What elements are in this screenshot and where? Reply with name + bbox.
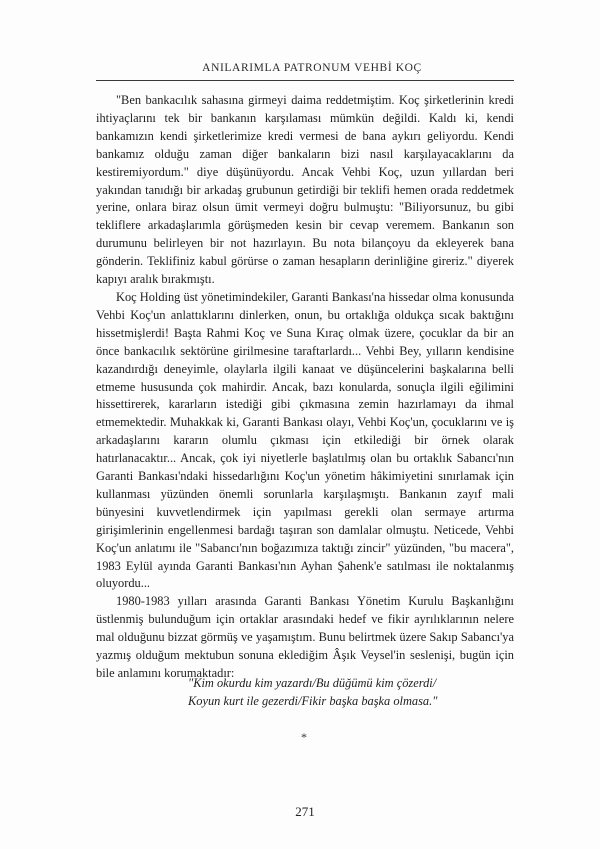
- section-separator: *: [301, 730, 307, 744]
- body-text: [96, 92, 514, 683]
- running-header: ANILARIMLA PATRONUM VEHBİ KOÇ: [202, 62, 422, 74]
- header-rule: [96, 80, 514, 81]
- verse-line: "Kim okurdu kim yazardı/Bu düğümü kim çözerdi/: [188, 676, 437, 690]
- paragraph-bank-refusal: "Ben bankacılık sahasına girmeyi daima reddetmiştim. Koç şirketlerinin kredi ihtiyaçlarını tek bir bankanın karşılaması mümkün değildi. Kaldı ki, kendi bankamızın kendi şirketlerimize kredi vermesi de bana aykırı geliyordu. Kendi bankamız olduğu zaman diğer bankaların bizi nasıl karşılayacaklarını da kestiremiyordum." diye düşünüyordu. Ancak Vehbi Koç, uzun yıllardan beri yakından tanıdığı bir arkadaş grubunun getirdiği bir teklifi hemen orada reddetmek yerine, onlara biraz olsun ümit vermeyi doğru bulmuştu: "Biliyorsunuz, bu gibi tekliflere arkadaşlarımla görüşmeden kesin bir cevap veremem. Bankanın son durumunu belirleyen bir not hazırlayın. Bu nota bilançoyu da ekleyerek bana gönderin. Teklifiniz kabul görürse o zaman hesapların derinliğine gireriz." diyerek kapıyı aralık bırakmıştı.: [96, 93, 514, 287]
- verse-quote: [188, 674, 488, 710]
- paragraph-board-chairmanship: 1980-1983 yılları arasında Garanti Bankası Yönetim Kurulu Başkanlığını üstlenmiş bulunduğum için ortaklar arasındaki hedef ve fikir ayrılıklarının nelere mal olduğunu bizzat görmüş ve yaşamıştım. Bunu belirtmek üzere Sakıp Sabancı'ya yazmış olduğum mektubun sonuna eklediğim Âşık Veysel'in seslenişi, bugün için bile anlamını korumaktadır:: [96, 594, 514, 680]
- page-number: 271: [295, 804, 315, 819]
- paragraph-holding-management: Koç Holding üst yönetimindekiler, Garanti Bankası'na hissedar olma konusunda Vehbi Koç'un anlattıklarını dinlerken, onun, bu ortaklığa oldukça sıcak baktığını hissetmişlerdi! Başta Rahmi Koç ve Suna Kıraç olmak üzere, çocuklar da bir an önce bankacılık sektörüne girilmesine taraftarlardı... Vehbi Bey, yılların kendisine kazandırdığı deneyimle, olaylarla ilgili kanaat ve düşüncelerini başkalarına belli etmeme hususunda çok mahirdir. Ancak, bazı konularda, sonuçla ilgili eğilimini hissettirerek, kararların istediği gibi çıkmasına zemin hazırlamayı da ihmal etmemektedir. Muhakkak ki, Garanti Bankası olayı, Vehbi Koç'un, çocuklarını ve iş arkadaşlarını kararın olumlu çıkması için etkilediği bir örnek olarak hatırlanacaktır... Ancak, çok iyi niyetlerle başlatılmış olan bu ortaklık Sabancı'nın Garanti Bankası'ndaki hissedarlığını Koç'un yönetim hâkimiyetini sınırlamak için kullanması yüzünden önemli sorunlarla karşılaşmıştı. Bankanın zayıf mali bünyesini kuvvetlendirmek için yapılması gerekli olan sermaye artırma girişimlerinin engellenmesi bardağı taşıran son damlalar olmuştu. Neticede, Vehbi Koç'un anlatımı ile "Sabancı'nın boğazımıza taktığı zincir" yüzünden, "bu macera", 1983 Eylül ayında Garanti Bankası'nın Ayhan Şahenk'e satılması ile noktalanmış oluyordu...: [96, 289, 514, 591]
- verse-line: Koyun kurt ile gezerdi/Fikir başka başka olmasa.": [188, 694, 438, 708]
